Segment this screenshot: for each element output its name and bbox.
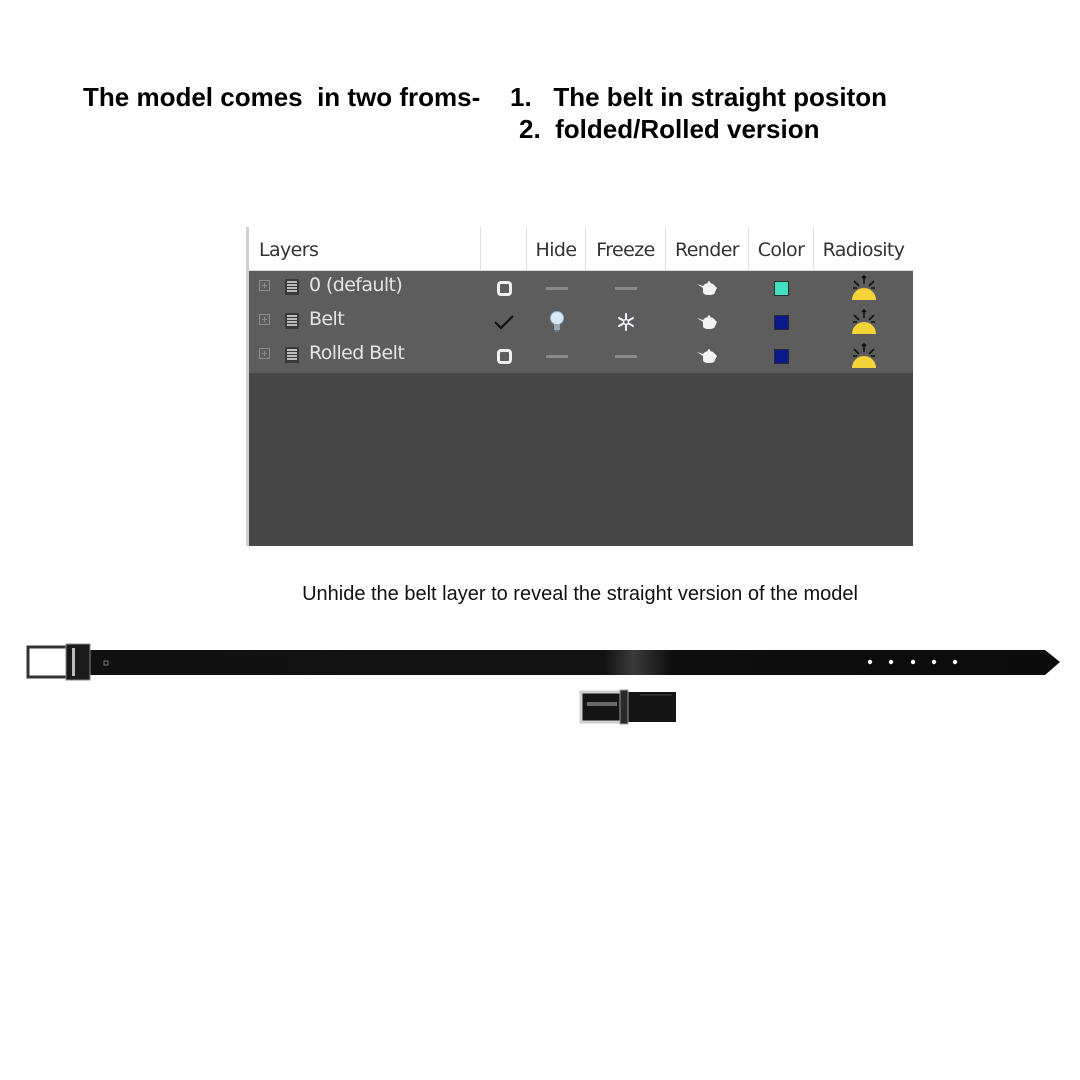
heading-main: The model comes in two froms-: [83, 82, 481, 112]
layer-color-swatch[interactable]: [749, 271, 814, 305]
layer-name: 0 (default): [309, 274, 403, 296]
layers-panel-header: [249, 227, 913, 271]
freeze-dash[interactable]: [586, 271, 666, 305]
expand-icon[interactable]: [259, 280, 270, 291]
freeze-dash[interactable]: [586, 339, 666, 373]
current-layer-box-icon[interactable]: [481, 271, 527, 305]
hide-dash[interactable]: [527, 339, 586, 373]
teapot-icon[interactable]: [666, 305, 749, 339]
belt-renders: [0, 630, 1080, 740]
expand-icon[interactable]: [259, 314, 270, 325]
lightbulb-icon[interactable]: [527, 305, 586, 339]
heading-item-2: 2. folded/Rolled version: [519, 114, 820, 144]
rolled-belt: [581, 690, 676, 724]
column-header-radiosity[interactable]: Radiosity: [822, 239, 905, 261]
straight-belt: [28, 644, 1060, 680]
column-header-current[interactable]: [481, 227, 527, 271]
column-header-color[interactable]: Color: [749, 227, 814, 271]
layer-stack-icon: [283, 311, 301, 331]
column-header-freeze[interactable]: Freeze: [586, 227, 666, 271]
sun-icon[interactable]: [814, 339, 913, 373]
layer-row-belt[interactable]: [249, 305, 913, 339]
layer-color-swatch[interactable]: [749, 339, 814, 373]
snowflake-icon[interactable]: [586, 305, 666, 339]
current-layer-box-icon[interactable]: [481, 339, 527, 373]
layer-name: Rolled Belt: [309, 342, 405, 364]
column-header-render[interactable]: Render: [666, 227, 749, 271]
heading-item-1: 1. The belt in straight positon: [510, 82, 888, 112]
sun-icon[interactable]: [814, 271, 913, 305]
layer-stack-icon: [283, 345, 301, 365]
checkmark-icon[interactable]: [481, 305, 527, 339]
layer-row-default[interactable]: [249, 271, 913, 305]
layer-stack-icon: [283, 277, 301, 297]
layer-color-swatch[interactable]: [749, 305, 814, 339]
layer-row-rolled-belt[interactable]: [249, 339, 913, 373]
layer-name: Belt: [309, 308, 345, 330]
caption: Unhide the belt layer to reveal the straight version of the model: [302, 583, 858, 605]
teapot-icon[interactable]: [666, 339, 749, 373]
hide-dash[interactable]: [527, 271, 586, 305]
layer-rows: [249, 271, 913, 373]
column-header-layers[interactable]: Layers: [249, 227, 481, 271]
layers-panel: [246, 227, 913, 546]
teapot-icon[interactable]: [666, 271, 749, 305]
sun-icon[interactable]: [814, 305, 913, 339]
column-header-hide[interactable]: Hide: [527, 227, 586, 271]
expand-icon[interactable]: [259, 348, 270, 359]
